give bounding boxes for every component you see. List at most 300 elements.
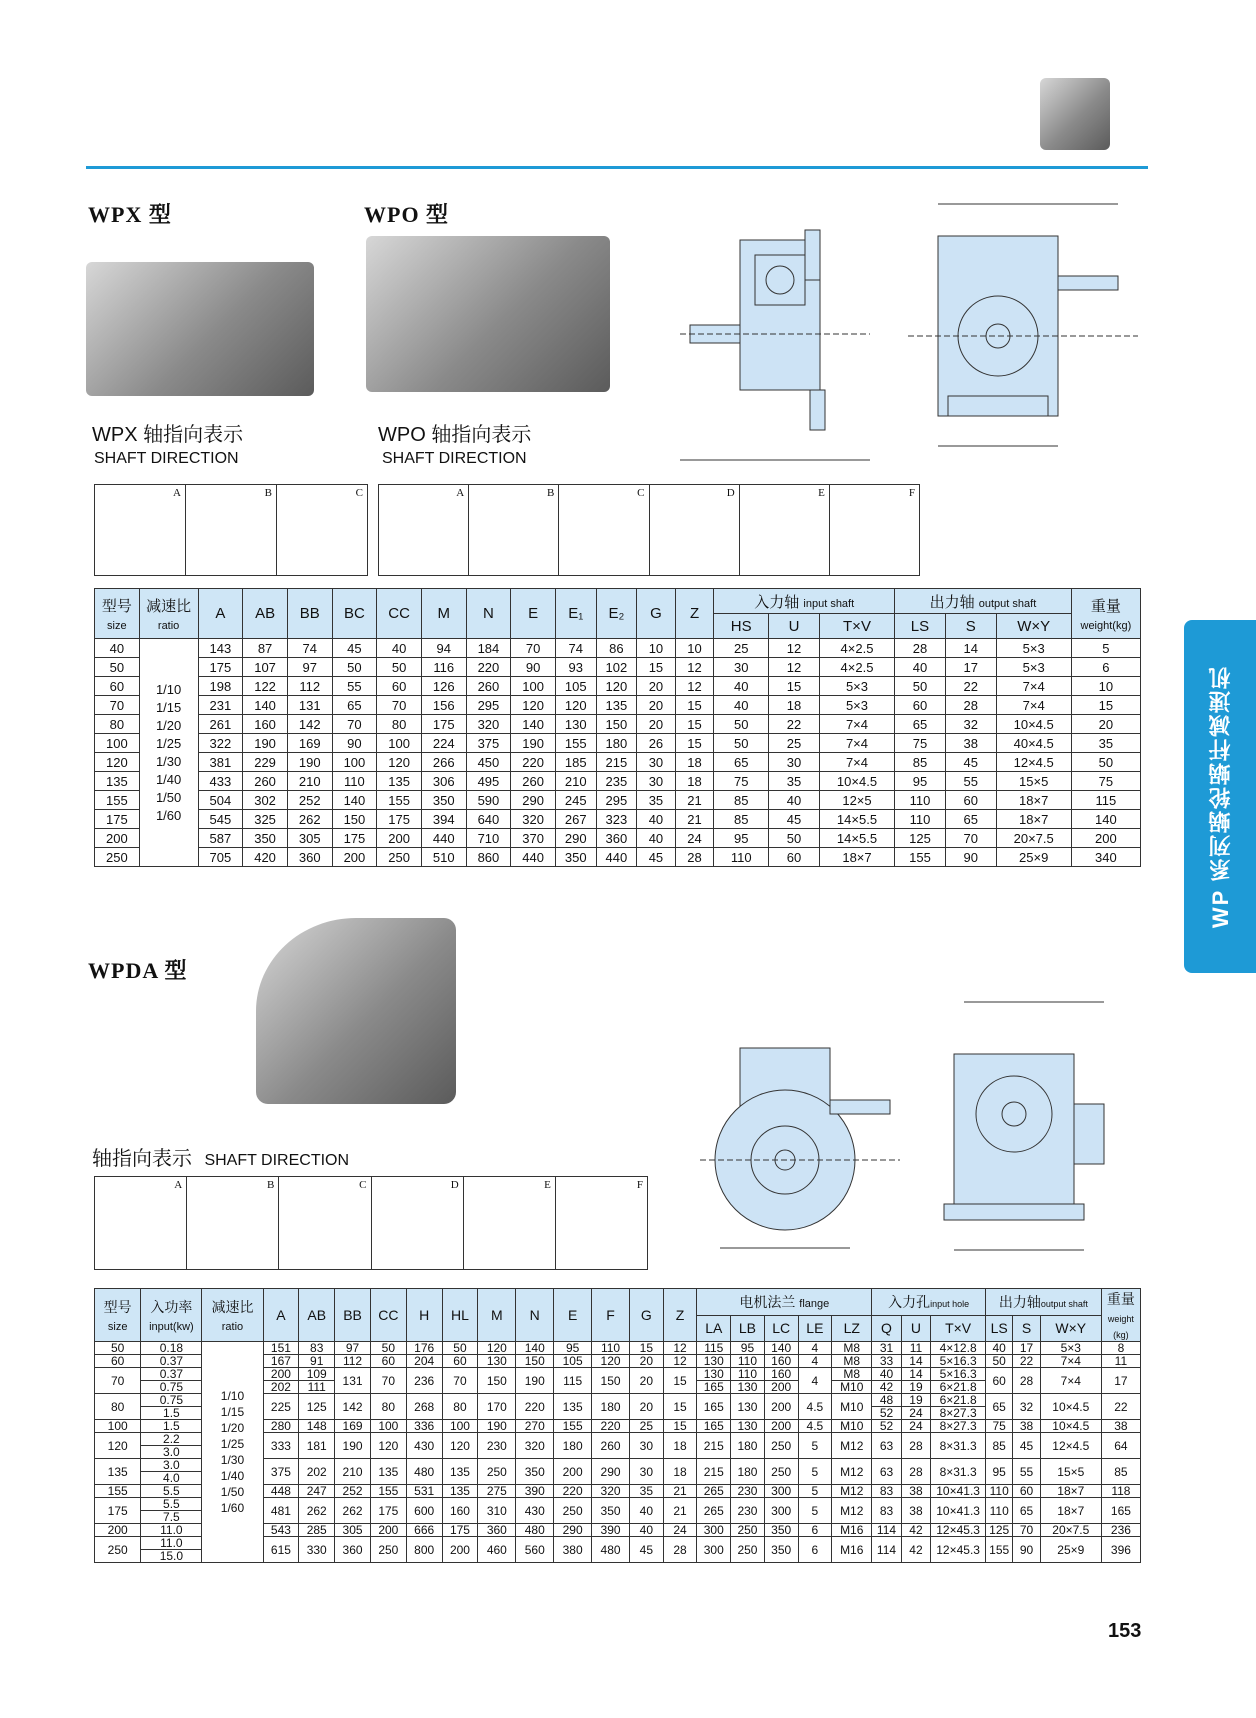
table-cell: 114: [872, 1537, 901, 1563]
table-cell: 5: [798, 1433, 832, 1459]
t2-flange-col: LC: [764, 1315, 798, 1342]
wpo-dir-c: C: [559, 485, 649, 575]
table-cell: 135: [554, 1394, 592, 1420]
table-cell: 322: [198, 734, 243, 753]
table-cell: 90: [1013, 1537, 1040, 1563]
table-cell: 20: [637, 677, 676, 696]
table-cell: 4: [798, 1342, 832, 1355]
table-cell: 155: [554, 1420, 592, 1433]
table-cell: 35: [769, 772, 820, 791]
ratio-value: 1/25: [155, 735, 182, 751]
table-cell: 267: [555, 810, 596, 829]
table-cell: 65: [945, 810, 996, 829]
table-cell: 109: [299, 1368, 335, 1381]
table-cell: 300: [697, 1537, 731, 1563]
table-cell: 110: [895, 810, 946, 829]
t1-size-header: 型号 size: [95, 589, 140, 639]
table-cell: 122: [243, 677, 288, 696]
t1-dim-header: N: [466, 589, 511, 639]
table-cell: 640: [466, 810, 511, 829]
table-cell: 118: [1101, 1485, 1140, 1498]
table-cell: 165: [1101, 1498, 1140, 1524]
table-cell: 160: [243, 715, 288, 734]
table-cell: 290: [555, 829, 596, 848]
table-cell: 250: [731, 1537, 765, 1563]
table-cell: 40: [714, 696, 769, 715]
ratio-cell: [139, 639, 198, 867]
table-cell: 18×7: [1040, 1498, 1101, 1524]
wpo-side-drawing: [680, 200, 870, 470]
t2-hole-col: T×V: [931, 1315, 986, 1342]
wpx-title: WPX 型: [88, 202, 172, 227]
table-cell: 210: [555, 772, 596, 791]
table-cell: 28: [675, 848, 714, 867]
table-cell: 250: [370, 1537, 406, 1563]
table-cell: 14: [901, 1368, 930, 1381]
table-cell: 290: [511, 791, 556, 810]
table-cell: 135: [377, 772, 422, 791]
wpda-dir-a: A: [95, 1177, 187, 1269]
wpda-title: WPDA 型: [88, 958, 188, 983]
table-cell: 18: [675, 772, 714, 791]
table-cell: 30: [769, 753, 820, 772]
table-cell: 17: [1013, 1342, 1040, 1355]
wpx-caption-cn: WPX 轴指向表示: [92, 424, 244, 446]
table-cell: 440: [421, 829, 466, 848]
table-cell: 202: [299, 1459, 335, 1485]
ratio-value: 1/10: [220, 1389, 245, 1403]
size-cell: 70: [95, 696, 140, 715]
table-cell: 175: [421, 715, 466, 734]
table-cell: 26: [637, 734, 676, 753]
table-cell: 120: [442, 1433, 478, 1459]
ratio-value: 1/40: [155, 771, 182, 787]
table-cell: M8: [832, 1368, 872, 1381]
table-cell: 396: [1101, 1537, 1140, 1563]
wpda-spec-table: [94, 1288, 1141, 1563]
power-cell: 15.0: [141, 1550, 202, 1563]
table-cell: 590: [466, 791, 511, 810]
ratio-cell: [202, 1342, 263, 1563]
table-cell: 40: [630, 1524, 664, 1537]
t1-dim-header: G: [637, 589, 676, 639]
table-cell: 20: [630, 1394, 664, 1420]
table-cell: M10: [832, 1381, 872, 1394]
table-cell: 5: [798, 1498, 832, 1524]
table-cell: 285: [299, 1524, 335, 1537]
t2-flange-col: LZ: [832, 1315, 872, 1342]
table-cell: 45: [1013, 1433, 1040, 1459]
table-cell: 125: [986, 1524, 1013, 1537]
power-cell: 3.0: [141, 1446, 202, 1459]
wpo-dir-d: D: [650, 485, 740, 575]
table-cell: 305: [287, 829, 332, 848]
table-cell: 70: [332, 715, 377, 734]
table-cell: 75: [895, 734, 946, 753]
table-cell: 156: [421, 696, 466, 715]
table-cell: 495: [466, 772, 511, 791]
table-cell: 220: [592, 1420, 630, 1433]
table-cell: 150: [478, 1368, 516, 1394]
table-cell: 65: [332, 696, 377, 715]
table-cell: 8×27.3: [931, 1420, 986, 1433]
table-cell: 12: [675, 658, 714, 677]
power-cell: 11.0: [141, 1537, 202, 1550]
t2-weight-header: 重量 weight (kg): [1101, 1289, 1140, 1342]
table-cell: 112: [335, 1355, 371, 1368]
table-cell: 210: [287, 772, 332, 791]
table-cell: M12: [832, 1498, 872, 1524]
t2-dim-header: N: [516, 1289, 554, 1342]
table-cell: 15×5: [1040, 1459, 1101, 1485]
table-cell: 140: [764, 1342, 798, 1355]
table-cell: 350: [516, 1459, 554, 1485]
t1-dim-header: A: [198, 589, 243, 639]
table-cell: 200: [442, 1537, 478, 1563]
table-cell: 10×4.5: [1040, 1394, 1101, 1420]
table-cell: 220: [516, 1394, 554, 1420]
table-cell: 266: [421, 753, 466, 772]
table-cell: 20: [637, 696, 676, 715]
t2-dim-header: Z: [663, 1289, 697, 1342]
table-cell: 6×21.8: [931, 1394, 986, 1407]
table-cell: 280: [263, 1420, 299, 1433]
table-cell: 615: [263, 1537, 299, 1563]
table-cell: 20: [630, 1355, 664, 1368]
table-cell: 155: [370, 1485, 406, 1498]
table-cell: 110: [714, 848, 769, 867]
table-cell: 114: [872, 1524, 901, 1537]
table-cell: 105: [554, 1355, 592, 1368]
table-cell: 60: [377, 677, 422, 696]
table-cell: 20×7.5: [996, 829, 1071, 848]
table-cell: 250: [764, 1433, 798, 1459]
table-cell: 231: [198, 696, 243, 715]
size-cell: 50: [95, 658, 140, 677]
wpx-dir-a: A: [95, 485, 186, 575]
table-cell: 63: [872, 1459, 901, 1485]
table-cell: 120: [592, 1355, 630, 1368]
t2-dim-header: BB: [335, 1289, 371, 1342]
table-cell: 290: [554, 1524, 592, 1537]
table-cell: 52: [872, 1420, 901, 1433]
table-cell: 176: [406, 1342, 442, 1355]
table-cell: 155: [377, 791, 422, 810]
table-cell: 250: [731, 1524, 765, 1537]
table-cell: 28: [901, 1433, 930, 1459]
ratio-value: 1/20: [155, 717, 182, 733]
table-cell: 390: [516, 1485, 554, 1498]
table-cell: 115: [697, 1342, 731, 1355]
table-cell: 100: [332, 753, 377, 772]
table-cell: 155: [555, 734, 596, 753]
table-cell: 8×31.3: [931, 1459, 986, 1485]
table-cell: 265: [697, 1485, 731, 1498]
table-cell: 97: [287, 658, 332, 677]
table-cell: 91: [299, 1355, 335, 1368]
table-cell: 10×4.5: [819, 772, 894, 791]
table-cell: 175: [442, 1524, 478, 1537]
table-cell: 15: [663, 1368, 697, 1394]
table-cell: 115: [1071, 791, 1140, 810]
table-cell: 190: [516, 1368, 554, 1394]
table-cell: 200: [764, 1381, 798, 1394]
table-cell: 30: [630, 1433, 664, 1459]
table-cell: 7×4: [819, 734, 894, 753]
table-cell: 135: [442, 1485, 478, 1498]
t1-dim-header: E: [511, 589, 556, 639]
table-cell: 7×4: [996, 677, 1071, 696]
table-cell: 4.5: [798, 1420, 832, 1433]
table-cell: 225: [263, 1394, 299, 1420]
table-row: [95, 1342, 1141, 1355]
table-cell: 135: [370, 1459, 406, 1485]
table-cell: 252: [287, 791, 332, 810]
table-row: [95, 734, 1141, 753]
table-cell: 80: [442, 1394, 478, 1420]
table-cell: 24: [901, 1407, 930, 1420]
power-cell: 0.75: [141, 1381, 202, 1394]
t2-hole-header: 入力孔input hole: [872, 1289, 986, 1316]
t2-flange-col: LB: [731, 1315, 765, 1342]
table-cell: 190: [243, 734, 288, 753]
size-cell: 200: [95, 829, 140, 848]
table-cell: 110: [986, 1498, 1013, 1524]
table-cell: 151: [263, 1342, 299, 1355]
table-cell: 15×5: [996, 772, 1071, 791]
table-cell: 360: [335, 1537, 371, 1563]
ratio-value: 1/20: [220, 1421, 245, 1435]
table-cell: 110: [592, 1342, 630, 1355]
table-cell: 10×4.5: [1040, 1420, 1101, 1433]
table-cell: 14: [901, 1355, 930, 1368]
table-cell: 20×7.5: [1040, 1524, 1101, 1537]
table-cell: 295: [596, 791, 637, 810]
table-cell: 181: [299, 1433, 335, 1459]
table-cell: 15: [663, 1420, 697, 1433]
table-cell: 4: [798, 1368, 832, 1394]
power-cell: 0.37: [141, 1355, 202, 1368]
table-cell: 15: [663, 1394, 697, 1420]
table-cell: 6×21.8: [931, 1381, 986, 1394]
table-cell: 4.5: [798, 1394, 832, 1420]
table-cell: 170: [478, 1394, 516, 1420]
table-cell: 70: [511, 639, 556, 658]
size-cell: 80: [95, 1394, 141, 1420]
table-cell: 140: [243, 696, 288, 715]
table-cell: 52: [872, 1407, 901, 1420]
table-cell: 70: [377, 696, 422, 715]
table-cell: 12×45.3: [931, 1524, 986, 1537]
t2-dim-header: CC: [370, 1289, 406, 1342]
t2-dim-header: HL: [442, 1289, 478, 1342]
table-cell: 175: [198, 658, 243, 677]
table-cell: 42: [901, 1537, 930, 1563]
wpx-dir-b: B: [186, 485, 277, 575]
table-cell: 200: [764, 1420, 798, 1433]
table-cell: 12×5: [819, 791, 894, 810]
table-cell: 236: [406, 1368, 442, 1394]
table-cell: 15: [675, 696, 714, 715]
power-cell: 5.5: [141, 1498, 202, 1511]
wpo-photo: [366, 236, 610, 392]
table-cell: 125: [895, 829, 946, 848]
wpx-dir-c: C: [355, 487, 363, 499]
table-cell: 5×16.3: [931, 1368, 986, 1381]
table-cell: 130: [731, 1394, 765, 1420]
table-cell: 360: [596, 829, 637, 848]
table-cell: 220: [554, 1485, 592, 1498]
size-cell: 60: [95, 677, 140, 696]
table-cell: 120: [377, 753, 422, 772]
table-cell: 45: [332, 639, 377, 658]
table-cell: 600: [406, 1498, 442, 1524]
size-cell: 100: [95, 734, 140, 753]
table-cell: 42: [901, 1524, 930, 1537]
table-cell: 14: [945, 639, 996, 658]
table-cell: 202: [263, 1381, 299, 1394]
table-cell: 33: [872, 1355, 901, 1368]
power-cell: 0.18: [141, 1342, 202, 1355]
table-cell: 120: [511, 696, 556, 715]
wpda-dir-f: F: [636, 1179, 644, 1191]
table-cell: M12: [832, 1485, 872, 1498]
table-cell: 262: [287, 810, 332, 829]
wpx-wpo-spec-table: [94, 588, 1141, 867]
table-cell: 24: [663, 1524, 697, 1537]
table-row: [95, 639, 1141, 658]
table-cell: 22: [945, 677, 996, 696]
t1-dim-header: AB: [243, 589, 288, 639]
table-cell: 83: [872, 1498, 901, 1524]
page-number: 153: [1108, 1620, 1142, 1642]
table-cell: 50: [442, 1342, 478, 1355]
table-cell: 28: [945, 696, 996, 715]
table-cell: 40: [895, 658, 946, 677]
table-cell: 38: [1013, 1420, 1040, 1433]
t2-flange-header: 电机法兰 flange: [697, 1289, 872, 1316]
table-cell: 5×3: [996, 639, 1071, 658]
table-cell: 210: [335, 1459, 371, 1485]
table-cell: 143: [198, 639, 243, 658]
table-cell: 184: [466, 639, 511, 658]
ratio-value: 1/60: [155, 807, 182, 823]
table-cell: 120: [370, 1433, 406, 1459]
product-thumbnail: [1040, 78, 1110, 150]
t2-dim-header: E: [554, 1289, 592, 1342]
table-cell: 860: [466, 848, 511, 867]
ratio-value: 1/40: [220, 1469, 245, 1483]
table-cell: 75: [1071, 772, 1140, 791]
table-cell: 430: [516, 1498, 554, 1524]
size-cell: 250: [95, 1537, 141, 1563]
table-cell: 260: [511, 772, 556, 791]
table-cell: 320: [516, 1433, 554, 1459]
table-cell: 10: [637, 639, 676, 658]
table-row: [95, 677, 1141, 696]
size-cell: 155: [95, 791, 140, 810]
table-cell: 40: [769, 791, 820, 810]
table-cell: 380: [554, 1537, 592, 1563]
power-cell: 11.0: [141, 1524, 202, 1537]
ratio-value: 1/15: [220, 1405, 245, 1419]
table-cell: 31: [872, 1342, 901, 1355]
table-cell: 252: [335, 1485, 371, 1498]
table-cell: 481: [263, 1498, 299, 1524]
table-cell: 390: [592, 1524, 630, 1537]
table-cell: 40: [637, 810, 676, 829]
power-cell: 5.5: [141, 1485, 202, 1498]
table-cell: 300: [764, 1498, 798, 1524]
table-cell: 175: [377, 810, 422, 829]
table-cell: 18: [663, 1459, 697, 1485]
wpo-front-drawing: [898, 196, 1144, 466]
table-cell: 381: [198, 753, 243, 772]
table-cell: 110: [731, 1355, 765, 1368]
table-cell: 5: [1071, 639, 1140, 658]
table-cell: 25×9: [996, 848, 1071, 867]
table-cell: 100: [377, 734, 422, 753]
table-cell: 8×31.3: [931, 1433, 986, 1459]
table-cell: 25: [769, 734, 820, 753]
t2-dim-header: G: [630, 1289, 664, 1342]
table-cell: 300: [697, 1524, 731, 1537]
t2-dim-header: M: [478, 1289, 516, 1342]
table-cell: 142: [287, 715, 332, 734]
table-cell: 510: [421, 848, 466, 867]
series-side-tab: [1184, 620, 1256, 973]
power-cell: 2.2: [141, 1433, 202, 1446]
table-row: [95, 810, 1141, 829]
table-cell: 175: [370, 1498, 406, 1524]
table-cell: 480: [406, 1459, 442, 1485]
table-cell: 85: [714, 791, 769, 810]
table-cell: 25: [714, 639, 769, 658]
table-cell: 50: [769, 829, 820, 848]
table-cell: 150: [332, 810, 377, 829]
table-cell: 323: [596, 810, 637, 829]
size-cell: 135: [95, 1459, 141, 1485]
table-cell: 5: [798, 1459, 832, 1485]
table-cell: 215: [697, 1459, 731, 1485]
table-cell: 155: [986, 1537, 1013, 1563]
table-cell: 300: [764, 1485, 798, 1498]
table-cell: 120: [555, 696, 596, 715]
table-cell: 65: [895, 715, 946, 734]
table-cell: 102: [596, 658, 637, 677]
table-cell: 4×2.5: [819, 639, 894, 658]
table-cell: 8: [1101, 1342, 1140, 1355]
table-cell: 15: [1071, 696, 1140, 715]
table-cell: 135: [442, 1459, 478, 1485]
table-cell: 7×4: [819, 715, 894, 734]
table-cell: 130: [555, 715, 596, 734]
size-cell: 250: [95, 848, 140, 867]
table-cell: 250: [554, 1498, 592, 1524]
table-cell: 86: [596, 639, 637, 658]
table-cell: 270: [516, 1420, 554, 1433]
table-cell: 350: [243, 829, 288, 848]
table-cell: 7×4: [996, 696, 1071, 715]
table-cell: 5×3: [819, 696, 894, 715]
t2-size-header: 型号 size: [95, 1289, 141, 1342]
table-cell: 460: [478, 1537, 516, 1563]
table-cell: 180: [731, 1459, 765, 1485]
t1-output-col: W×Y: [996, 614, 1071, 639]
table-cell: 18×7: [1040, 1485, 1101, 1498]
table-cell: 65: [986, 1394, 1013, 1420]
t1-dim-header: BB: [287, 589, 332, 639]
